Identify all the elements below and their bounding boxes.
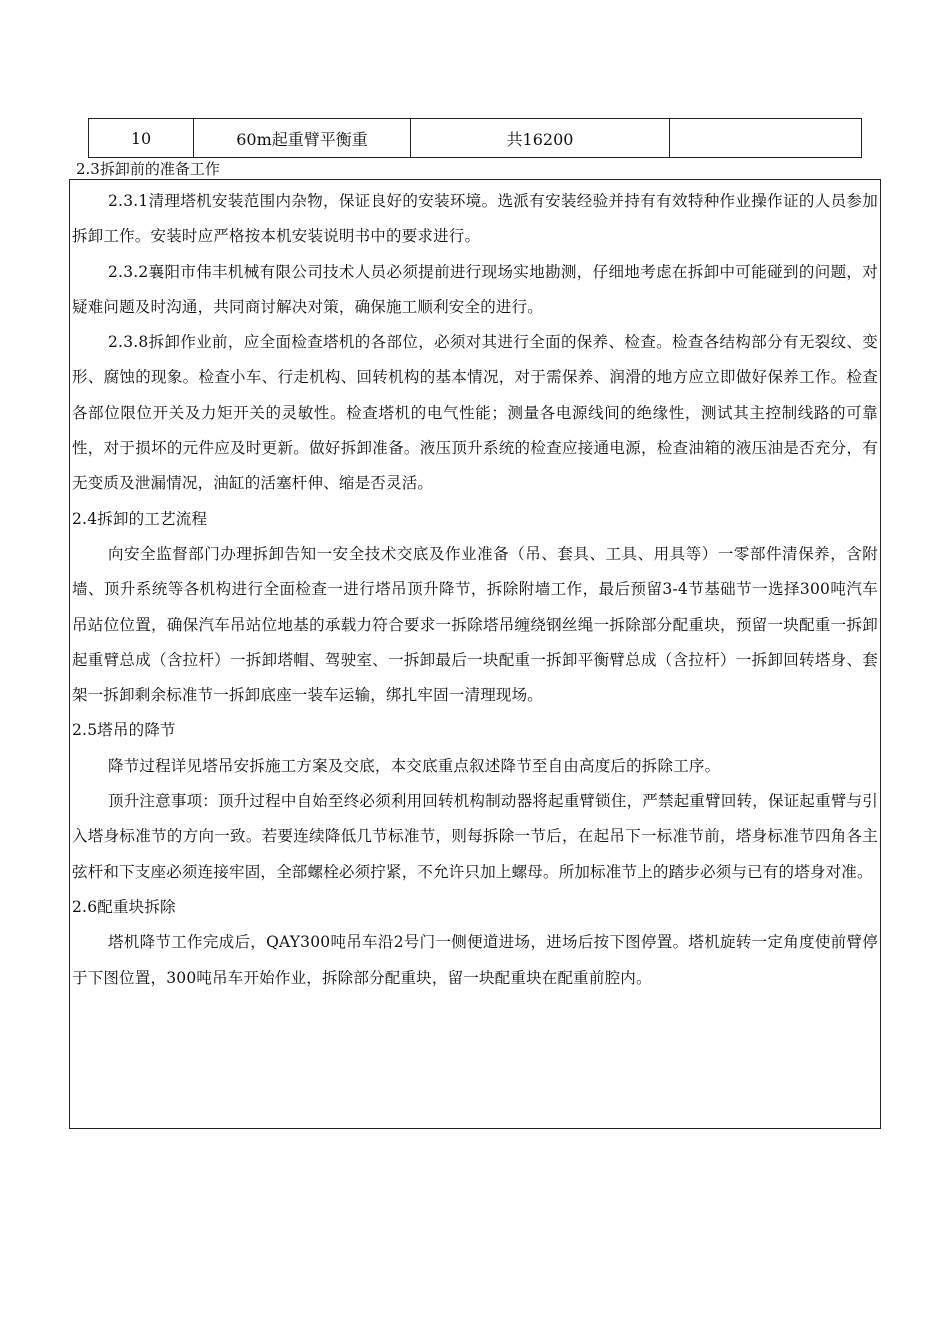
counterweight-table bbox=[88, 118, 862, 158]
paragraph-2-3-2: 2.3.2襄阳市伟丰机械有限公司技术人员必须提前进行现场实地勘测，仔细地考虑在拆卸中可能碰到的问题，对疑难问题及时沟通，共同商讨解决对策，确保施工顺利安全的进行。 bbox=[72, 262, 878, 316]
section-2-4-title: 2.4拆卸的工艺流程 bbox=[72, 509, 208, 528]
weight-value-cell: 共16200 bbox=[411, 119, 670, 158]
paragraph-2-4: 向安全监督部门办理拆卸告知一安全技术交底及作业准备（吊、套具、工具、用具等）一零部件清保养，含附墙、顶升系统等各机构进行全面检查一进行塔吊顶升降节，拆除附墙工作，最后预留3-4节基础节一选择300吨汽车吊站位位置，确保汽车吊站位地基的承载力符合要求一拆除塔吊缠绕钢丝绳一拆除部分配重块，预留一块配重一拆卸起重臂总成（含拉杆）一拆卸塔帽、驾驶室、一拆卸最后一块配重一拆卸平衡臂总成（含拉杆）一拆卸回转塔身、套架一拆卸剩余标准节一拆卸底座一装车运输，绑扎牢固一清理现场。 bbox=[72, 544, 878, 705]
content-box bbox=[69, 179, 881, 1129]
section-2-3-title: 2.3拆卸前的准备工作 bbox=[76, 160, 220, 178]
section-2-6-title: 2.6配重块拆除 bbox=[72, 897, 176, 916]
remark-cell bbox=[670, 119, 862, 158]
paragraph-2-3-8: 2.3.8拆卸作业前，应全面检查塔机的各部位，必须对其进行全面的保养、检查。检查各结构部分有无裂纹、变形、腐蚀的现象。检查小车、行走机构、回转机构的基本情况，对于需保养、润滑的地方应立即做好保养工作。检查各部位限位开关及力矩开关的灵敏性。检查塔机的电气性能；测量各电源线间的绝缘性，测试其主控制线路的可靠性，对于损坏的元件应及时更新。做好拆卸准备。液压顶升系统的检查应接通电源，检查油箱的液压油是否充分，有无变质及泄漏情况，油缸的活塞杆伸、缩是否灵活。 bbox=[72, 333, 878, 493]
paragraph-2-5-b: 顶升注意事项：顶升过程中自始至终必须利用回转机构制动器将起重臂锁住，严禁起重臂回转，保证起重臂与引入塔身标准节的方向一致。若要连续降低几节标准节，则每拆除一节后，在起吊下一标准节前，塔身标准节四角各主弦杆和下支座必须连接牢固，全部螺栓必须拧紧，不允许只加上螺母。所加标准节上的踏步必须与已有的塔身对准。 bbox=[72, 792, 878, 881]
row-number-cell: 10 bbox=[89, 119, 194, 158]
table-row bbox=[89, 119, 862, 158]
section-2-5-title: 2.5塔吊的降节 bbox=[72, 721, 176, 740]
paragraph-2-5-a: 降节过程详见塔吊安拆施工方案及交底，本交底重点叙述降节至自由高度后的拆除工序。 bbox=[108, 756, 721, 775]
paragraph-2-3-1: 2.3.1清理塔机安装范围内杂物，保证良好的安装环境。选派有安装经验并持有有效特种作业操作证的人员参加拆卸工作。安装时应严格按本机安装说明书中的要求进行。 bbox=[72, 192, 878, 246]
item-name-cell: 60m起重臂平衡重 bbox=[194, 119, 411, 158]
paragraph-2-6: 塔机降节工作完成后，QAY300吨吊车沿2号门一侧便道进场，进场后按下图停置。塔机旋转一定角度使前臂停于下图位置，300吨吊车开始作业，拆除部分配重块，留一块配重块在配重前腔内。 bbox=[72, 933, 878, 987]
